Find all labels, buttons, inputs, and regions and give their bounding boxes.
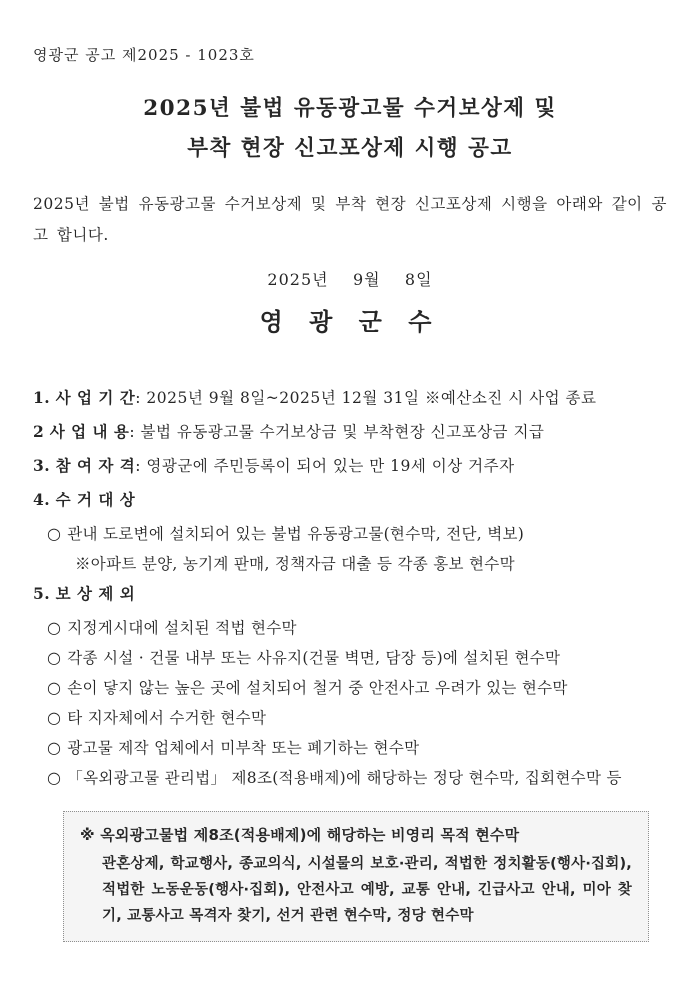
- note-box-body: 관혼상제, 학교행사, 종교의식, 시설물의 보호·관리, 적법한 정치활동(행사·집회), 적법한 노동운동(행사·집회), 안전사고 예방, 교통 안내, 긴급사고 안내, 미아 찾기, 교통사고 목격자 찾기, 선거 관련 현수막, 정당 현수막: [102, 856, 632, 924]
- section-5-bullet-2: [33, 647, 667, 669]
- section-5-bullet-6: [33, 767, 667, 789]
- note-box-heading: ※ 옥외광고물법 제8조(적용배제)에 해당하는 비영리 목적 현수막: [80, 826, 520, 844]
- section-5-bullet-4: [33, 707, 667, 729]
- section-label: 사 업 내 용: [49, 422, 130, 441]
- circle-bullet-icon: ○: [47, 524, 62, 543]
- section-1-project-period: [33, 387, 667, 409]
- section-text: : 불법 유동광고물 수거보상금 및 부착현장 신고포상금 지급: [129, 423, 545, 441]
- section-number: 4.: [33, 490, 51, 509]
- title-line-2: 부착 현장 신고포상제 시행 공고: [187, 136, 513, 161]
- section-text: : 2025년 9월 8일~2025년 12월 31일 ※예산소진 시 사업 종료: [135, 389, 597, 407]
- section-3-eligibility: [33, 455, 667, 477]
- title-line-1: 2025년 불법 유동광고물 수거보상제 및: [143, 96, 557, 121]
- document-title: [33, 89, 667, 169]
- section-number: 1.: [33, 388, 51, 407]
- circle-bullet-icon: ○: [47, 618, 62, 637]
- section-5-compensation-exclusion: [33, 583, 667, 605]
- circle-bullet-icon: ○: [47, 678, 62, 697]
- circle-bullet-icon: ○: [47, 648, 62, 667]
- section-label: 수 거 대 상: [55, 490, 136, 509]
- section-number: 5.: [33, 584, 51, 603]
- bullet-text: 타 지자체에서 수거한 현수막: [67, 709, 267, 727]
- circle-bullet-icon: ○: [47, 768, 62, 787]
- section-5-bullet-3: [33, 677, 667, 699]
- section-4-note: ※아파트 분양, 농기계 판매, 정책자금 대출 등 각종 홍보 현수막: [75, 555, 515, 573]
- section-number: 3.: [33, 456, 51, 475]
- nonprofit-banner-note-box: [63, 811, 649, 942]
- notice-number: 영광군 공고 제2025 - 1023호: [33, 46, 255, 64]
- section-2-project-content: [33, 421, 667, 443]
- section-number: 2: [33, 422, 45, 441]
- circle-bullet-icon: ○: [47, 708, 62, 727]
- section-4-collection-target: [33, 489, 667, 511]
- section-label: 보 상 제 외: [55, 584, 136, 603]
- bullet-text: 「옥외광고물 관리법」 제8조(적용배제)에 해당하는 정당 현수막, 집회현수막 등: [67, 769, 622, 787]
- section-text: : 영광군에 주민등록이 되어 있는 만 19세 이상 거주자: [135, 457, 515, 475]
- section-label: 사 업 기 간: [55, 388, 136, 407]
- bullet-text: 광고물 제작 업체에서 미부착 또는 폐기하는 현수막: [67, 739, 420, 757]
- section-4-bullet: [33, 523, 667, 545]
- issuer-signature: 영 광 군 수: [259, 307, 441, 336]
- section-5-bullet-5: [33, 737, 667, 759]
- announcement-date: 2025년 9월 8일: [267, 270, 433, 289]
- bullet-text: 관내 도로변에 설치되어 있는 불법 유동광고물(현수막, 전단, 벽보): [67, 525, 525, 543]
- bullet-text: 지정게시대에 설치된 적법 현수막: [67, 619, 297, 637]
- bullet-text: 각종 시설 · 건물 내부 또는 사유지(건물 벽면, 담장 등)에 설치된 현수막: [67, 649, 561, 667]
- section-list: [33, 387, 667, 789]
- circle-bullet-icon: ○: [47, 738, 62, 757]
- section-5-bullet-1: [33, 617, 667, 639]
- bullet-text: 손이 닿지 않는 높은 곳에 설치되어 철거 중 안전사고 우려가 있는 현수막: [67, 679, 568, 697]
- section-label: 참 여 자 격: [55, 456, 136, 475]
- intro-paragraph: 2025년 불법 유동광고물 수거보상제 및 부착 현장 신고포상제 시행을 아래와 같이 공고 합니다.: [33, 195, 667, 244]
